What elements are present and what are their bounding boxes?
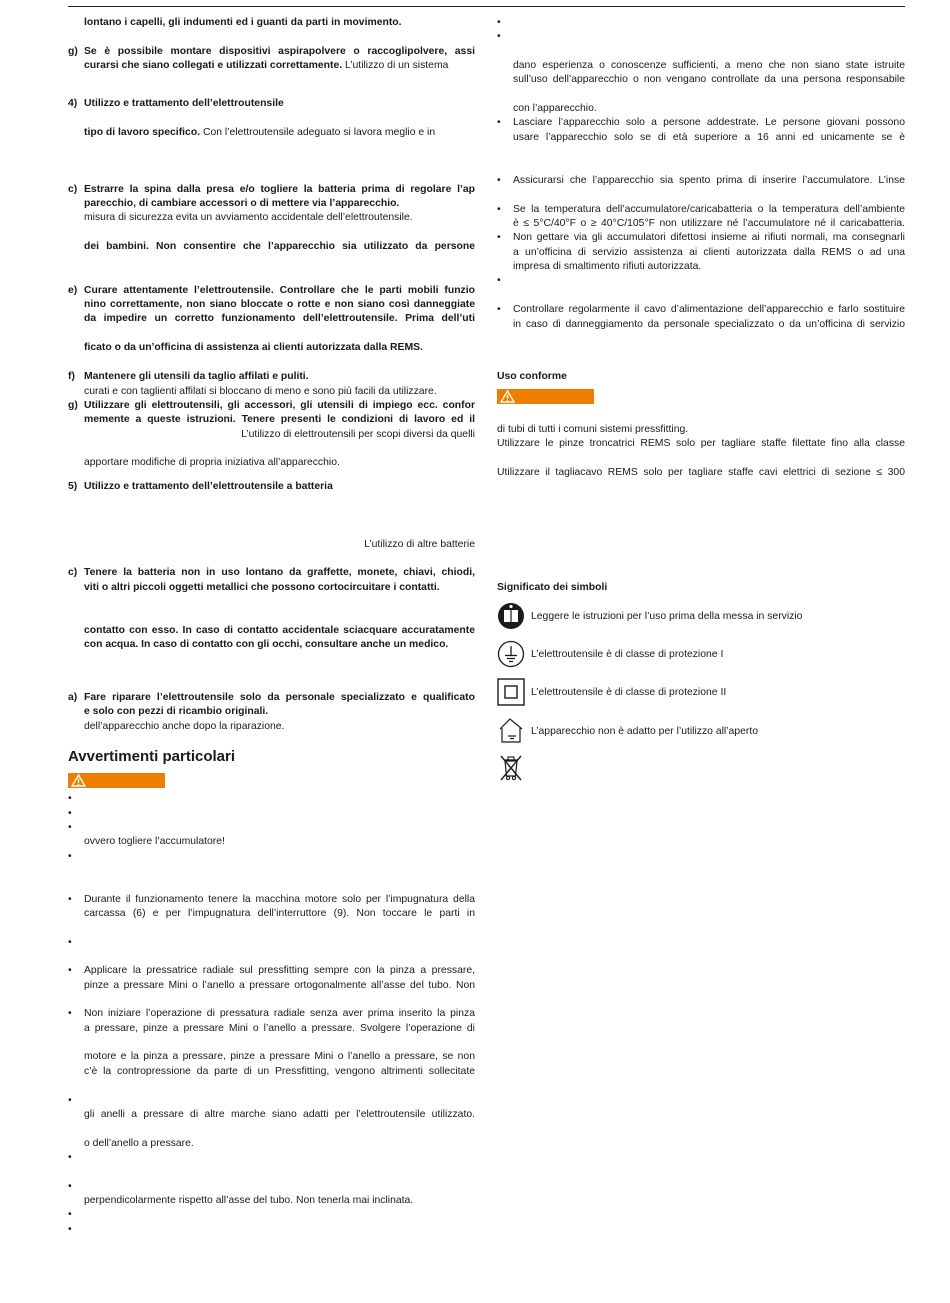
item-number: g) xyxy=(68,400,78,411)
symbol-label: L’elettroutensile è di classe di protezione I xyxy=(531,649,724,660)
section-heading: Significato dei simboli xyxy=(497,582,608,593)
bullet: • xyxy=(68,894,72,905)
text-line: carcassa (6) e per l’impugnatura dell’interruttore (9). Non toccare le parti in xyxy=(84,908,475,919)
text-line: Curare attentamente l’elettroutensile. Controllare che le parti mobili funzio xyxy=(84,285,475,296)
symbol-label: L’apparecchio non è adatto per l’utilizzo all’aperto xyxy=(531,726,759,737)
text-line: contatto con esso. In caso di contatto accidentale sciacquare accuratamente xyxy=(84,625,475,636)
section-number: 5) xyxy=(68,481,78,492)
text-line: viti o altri piccoli oggetti metallici che possono cortocircuitare i contatti. xyxy=(84,582,440,593)
text-line: a un’officina di servizio assistenza ai clienti autorizzata dalla REMS o ad una xyxy=(513,247,905,258)
bullet: • xyxy=(68,1152,72,1163)
warning-banner xyxy=(497,389,594,404)
text-line: motore e la pinza a pressare, pinze a pressare Mini o l’anello a pressare, se non xyxy=(84,1051,475,1062)
text-line xyxy=(84,59,475,73)
section-number: 4) xyxy=(68,98,78,109)
weee-bin-icon xyxy=(499,754,523,782)
text-line: con l’apparecchio. xyxy=(513,103,597,114)
bullet: • xyxy=(497,232,501,243)
bullet: • xyxy=(68,1209,72,1220)
text-line: o dell’anello a pressare. xyxy=(84,1138,194,1149)
text-line: Non gettare via gli accumulatori difettosi insieme ai rifiuti normali, ma consegnarli xyxy=(513,232,905,243)
text-line: in caso di danneggiamento da personale specializzato o da un’officina di servizio xyxy=(513,319,905,330)
bullet: • xyxy=(68,851,72,862)
text-line: L’utilizzo di altre batterie xyxy=(364,539,475,550)
protection-class-1-icon xyxy=(497,640,525,668)
text-line: gli anelli a pressare di altre marche siano adatti per l’elettroutensile utilizzato. xyxy=(84,1109,475,1120)
text-line: impresa di smaltimento rifiuti autorizzata. xyxy=(513,261,702,272)
bullet: • xyxy=(68,808,72,819)
bullet: • xyxy=(68,937,72,948)
text-normal: Con l’elettroutensile adeguato si lavora meglio e in xyxy=(200,127,436,138)
text-line: Se è possibile montare dispositivi aspirapolvere o raccoglipolvere, assi xyxy=(84,46,475,57)
text-line: Fare riparare l’elettroutensile solo da personale specializzato e qualificato xyxy=(84,692,475,703)
bullet: • xyxy=(497,31,501,42)
text-line: Mantenere gli utensili da taglio affilati e puliti. xyxy=(84,371,309,382)
text-line: Estrarre la spina dalla presa e/o togliere la batteria prima di regolare l’ap xyxy=(84,184,475,195)
text-line: L’utilizzo di elettroutensili per scopi diversi da quelli xyxy=(241,429,475,440)
bullet: • xyxy=(68,793,72,804)
bullet: • xyxy=(497,175,501,186)
symbol-label: Leggere le istruzioni per l’uso prima della messa in servizio xyxy=(531,611,803,622)
bullet: • xyxy=(497,275,501,286)
text-line: parecchio, di cambiare accessori o di mettere via l’apparecchio. xyxy=(84,198,400,209)
text-line: perpendicolarmente rispetto all’asse del tubo. Non tenerla mai inclinata. xyxy=(84,1195,414,1206)
bullet: • xyxy=(68,1095,72,1106)
text-bold: curarsi che siano collegati e utilizzati correttamente. xyxy=(84,60,343,71)
item-number: c) xyxy=(68,184,78,195)
text-line: Utilizzare le pinze troncatrici REMS solo per tagliare staffe filettate fino alla classe xyxy=(497,438,905,449)
bullet: • xyxy=(68,1181,72,1192)
read-manual-icon xyxy=(497,602,525,630)
bullet: • xyxy=(68,965,72,976)
text-line: è ≤ 5°C/40°F o ≥ 40°C/105°F non utilizzare né l’accumulatore né il caricabatteria. xyxy=(513,218,905,229)
item-number: e) xyxy=(68,285,78,296)
bullet: • xyxy=(497,117,501,128)
text-line: dano esperienza o conoscenze sufficienti, a meno che non siano state istruite xyxy=(513,60,905,71)
text-line: con acqua. In caso di contatto con gli occhi, consultare anche un medico. xyxy=(84,639,449,650)
text-line: Se la temperatura dell’accumulatore/caricabatteria o la temperatura dell’ambiente xyxy=(513,204,905,215)
text-line: a pressare, pinze a pressare Mini o l’anello a pressare. Svolgere l’operazione di xyxy=(84,1023,475,1034)
text-line: nino correttamente, non siano bloccate o rotte e non siano così danneggiate xyxy=(84,299,475,310)
warning-triangle-icon xyxy=(71,774,86,787)
bullet: • xyxy=(497,204,501,215)
warning-triangle-icon xyxy=(500,390,515,403)
text-line: misura di sicurezza evita un avviamento accidentale dell’elettroutensile. xyxy=(84,212,413,223)
text-line: curati e con taglienti affilati si bloccano di meno e sono più facili da utilizzare. xyxy=(84,386,437,397)
text-line: Utilizzare gli elettroutensili, gli accessori, gli utensili di impiego ecc. confor xyxy=(84,400,475,411)
text-line: pinze a pressare Mini o l’anello a pressare ortogonalmente all’asse del tubo. Non xyxy=(84,980,475,991)
indoor-use-icon xyxy=(497,716,525,744)
item-number: f) xyxy=(68,371,75,382)
text-line: dei bambini. Non consentire che l’apparecchio sia utilizzato da persone xyxy=(84,241,475,252)
bullet: • xyxy=(68,1008,72,1019)
text-line: c’è la contropressione da parte di un Pressfitting, vengono altrimenti sollecitate xyxy=(84,1066,475,1077)
text-line: Assicurarsi che l’apparecchio sia spento prima di inserire l’accumulatore. L’inse xyxy=(513,175,905,186)
text-line: ficato o da un’officina di assistenza ai clienti autorizzata dalla REMS. xyxy=(84,342,423,353)
text-line: sull’uso dell’apparecchio o non vengano controllate da una persona responsabile xyxy=(513,74,905,85)
text-line xyxy=(84,126,475,140)
text-line: Utilizzare il tagliacavo REMS solo per tagliare staffe cavi elettrici di sezione ≤ 300 xyxy=(497,467,905,478)
text-line: usare l’apparecchio solo se di età superiore a 16 anni ed unicamente se è xyxy=(513,132,905,143)
text-line: di tubi di tutti i comuni sistemi pressfitting. xyxy=(497,424,689,435)
text-line: da impedire un corretto funzionamento dell’elettroutensile. Prima dell’uti xyxy=(84,313,475,324)
text-line: ovvero togliere l’accumulatore! xyxy=(84,836,225,847)
item-number: a) xyxy=(68,692,78,703)
text-line: e solo con pezzi di ricambio originali. xyxy=(84,706,269,717)
bullet: • xyxy=(68,1224,72,1235)
text-normal: L’utilizzo di un sistema xyxy=(342,60,449,71)
text-line: lontano i capelli, gli indumenti ed i guanti da parti in movimento. xyxy=(84,17,402,28)
text-line: Lasciare l’apparecchio solo a persone addestrate. Le persone giovani possono xyxy=(513,117,905,128)
item-number: c) xyxy=(68,567,78,578)
text-line: Durante il funzionamento tenere la macchina motore solo per l’impugnatura della xyxy=(84,894,475,905)
warning-banner xyxy=(68,773,165,788)
protection-class-2-icon xyxy=(497,678,525,706)
text-line: Controllare regolarmente il cavo d’alimentazione dell’apparecchio e farlo sostituire xyxy=(513,304,905,315)
text-line: memente a queste istruzioni. Tenere presenti le condizioni di lavoro ed il xyxy=(84,414,475,425)
bullet: • xyxy=(68,822,72,833)
bullet: • xyxy=(497,304,501,315)
text-line: dell’apparecchio anche dopo la riparazione. xyxy=(84,721,285,732)
text-line: Applicare la pressatrice radiale sul pressfitting sempre con la pinza a pressare, xyxy=(84,965,475,976)
section-title: Utilizzo e trattamento dell’elettroutensile a batteria xyxy=(84,481,333,492)
text-bold: tipo di lavoro specifico. xyxy=(84,127,201,138)
bullet: • xyxy=(497,17,501,28)
text-line: Non iniziare l’operazione di pressatura radiale senza aver prima inserito la pinza xyxy=(84,1008,475,1019)
top-rule xyxy=(68,6,905,7)
text-line: apportare modifiche di propria iniziativa all’apparecchio. xyxy=(84,457,340,468)
text-line: Tenere la batteria non in uso lontano da graffette, monete, chiavi, chiodi, xyxy=(84,567,475,578)
section-heading: Uso conforme xyxy=(497,371,567,382)
item-number: g) xyxy=(68,46,78,57)
section-heading: Avvertimenti particolari xyxy=(68,748,235,765)
section-title: Utilizzo e trattamento dell’elettroutensile xyxy=(84,98,284,109)
symbol-label: L’elettroutensile è di classe di protezione II xyxy=(531,687,727,698)
